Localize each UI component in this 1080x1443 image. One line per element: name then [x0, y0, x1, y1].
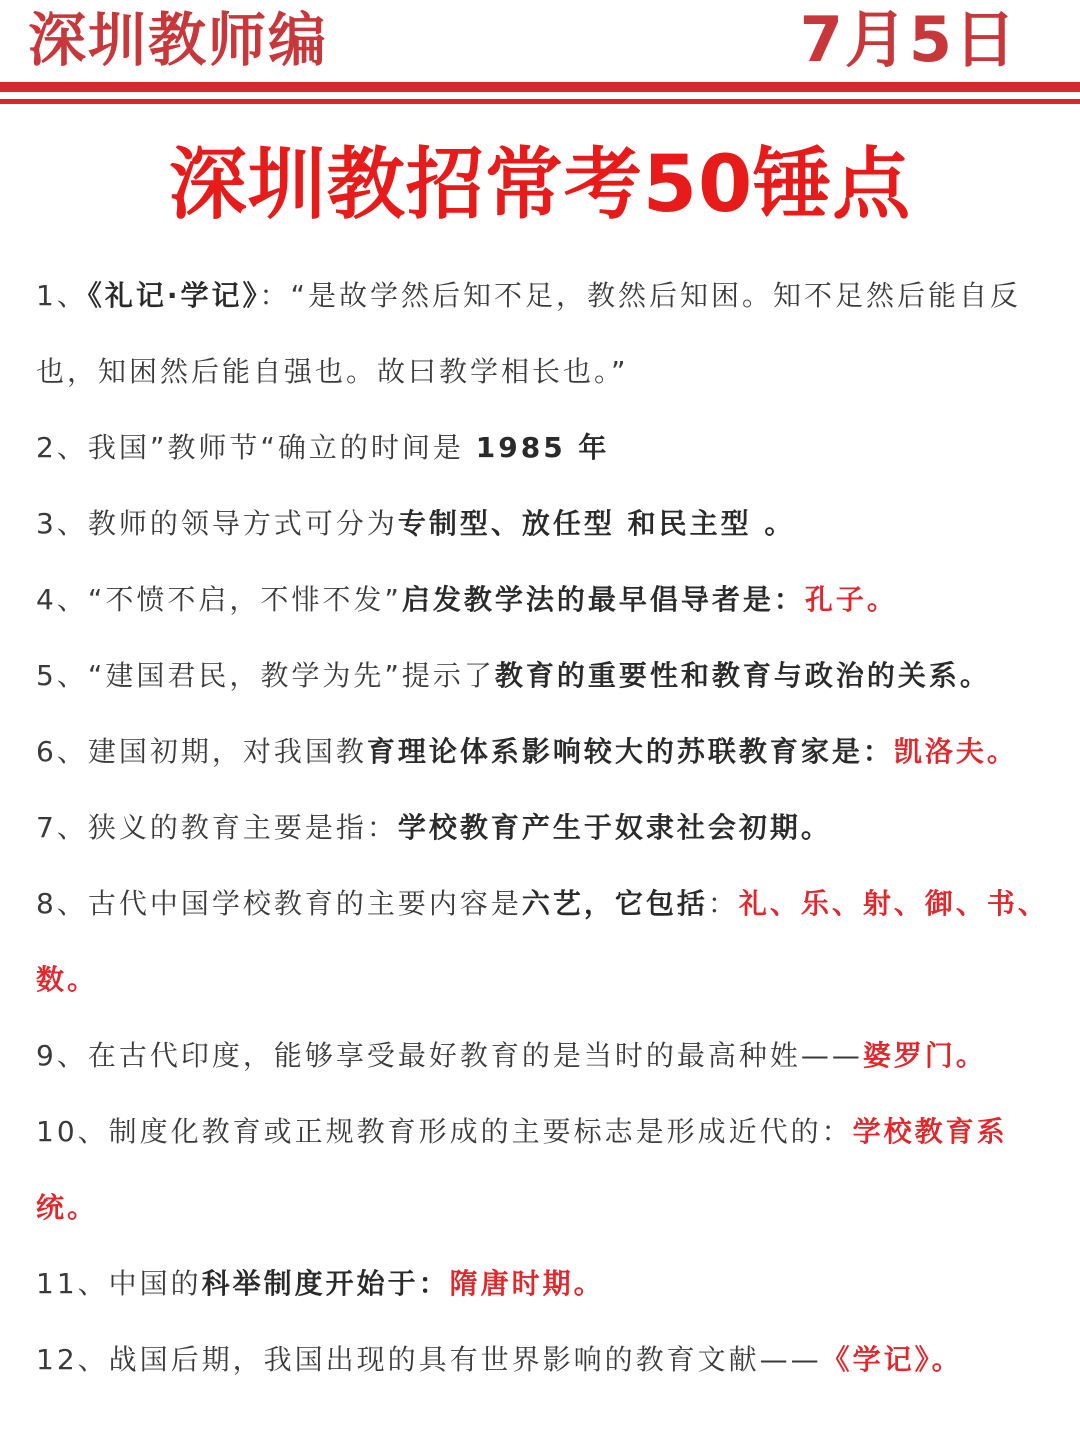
brand-label: 深圳教师编 — [28, 6, 329, 74]
item-text: ： — [707, 887, 739, 920]
list-item — [36, 562, 1052, 638]
answer-highlight: 《学记》。 — [821, 1343, 963, 1376]
date-label: 7月5日 — [799, 3, 1018, 76]
answer-highlight: 礼、乐、射、御、书、数。 — [36, 887, 1049, 996]
item-text: 战国后期，我国出现的具有世界影响的教育文献—— — [108, 1343, 822, 1376]
list-item — [36, 258, 1052, 410]
list-item — [36, 638, 1052, 714]
item-number: 9、 — [36, 1039, 88, 1072]
item-text: 教师的领导方式可分为 — [87, 507, 398, 540]
answer-highlight: 孔子。 — [804, 583, 898, 616]
list-item — [36, 790, 1052, 866]
header-rule-thick — [0, 82, 1080, 92]
item-number: 11、 — [36, 1267, 109, 1300]
key-phrase: 启发教学法的最早倡导者是： — [401, 583, 805, 616]
item-number: 12、 — [36, 1343, 109, 1376]
header — [0, 0, 1080, 110]
list-item — [36, 1322, 1052, 1398]
item-text: “建国君民，教学为先”提示了 — [87, 659, 495, 692]
list-item — [36, 1094, 1052, 1246]
item-number: 2、 — [36, 431, 88, 464]
key-phrase: 六艺，它包括 — [521, 887, 708, 920]
key-phrase: 学校教育产生于奴隶社会初期。 — [397, 811, 832, 844]
list-item — [36, 866, 1052, 1018]
item-number: 10、 — [36, 1115, 109, 1148]
answer-highlight: 凯洛夫。 — [893, 735, 1018, 768]
item-number: 4、 — [36, 583, 88, 616]
item-text: 我国”教师节“确立的时间是 — [87, 431, 476, 464]
item-text: 古代中国学校教育的主要内容是 — [87, 887, 522, 920]
key-phrase: 科举制度开始于： — [201, 1267, 450, 1300]
answer-highlight: 婆罗门。 — [862, 1039, 987, 1072]
item-text: 狭义的教育主要是指： — [87, 811, 398, 844]
item-number: 5、 — [36, 659, 88, 692]
key-phrase: 1985 年 — [475, 431, 610, 464]
item-text: “不愤不启，不悱不发” — [87, 583, 402, 616]
points-list — [36, 258, 1052, 1398]
item-number: 8、 — [36, 887, 88, 920]
item-text: 在古代印度，能够享受最好教育的是当时的最高种姓—— — [87, 1039, 863, 1072]
key-phrase: 《礼记·学记》 — [87, 279, 260, 312]
item-text: 制度化教育或正规教育形成的主要标志是形成近代的： — [108, 1115, 853, 1148]
item-text: ：“是故学然后知不足，教然后知困。知不足然后能自反也，知困然后能自强也。故曰教学相长也。” — [36, 279, 1021, 388]
header-rule-thin — [0, 99, 1080, 104]
list-item — [36, 410, 1052, 486]
item-number: 7、 — [36, 811, 88, 844]
key-phrase: 育理论体系影响较大的苏联教育家是： — [366, 735, 894, 768]
list-item — [36, 1018, 1052, 1094]
key-phrase: 专制型、放任型 和民主型 。 — [397, 507, 796, 540]
list-item — [36, 1246, 1052, 1322]
key-phrase: 教育的重要性和教育与政治的关系。 — [494, 659, 991, 692]
item-text: 中国的 — [108, 1267, 202, 1300]
page-title: 深圳教招常考50锤点 — [168, 140, 912, 230]
answer-highlight: 学校教育系统。 — [36, 1115, 1008, 1224]
item-number: 6、 — [36, 735, 88, 768]
item-text: 建国初期，对我国教 — [87, 735, 367, 768]
item-number: 1、 — [36, 279, 88, 312]
item-number: 3、 — [36, 507, 88, 540]
list-item — [36, 486, 1052, 562]
list-item — [36, 714, 1052, 790]
answer-highlight: 隋唐时期。 — [449, 1267, 605, 1300]
